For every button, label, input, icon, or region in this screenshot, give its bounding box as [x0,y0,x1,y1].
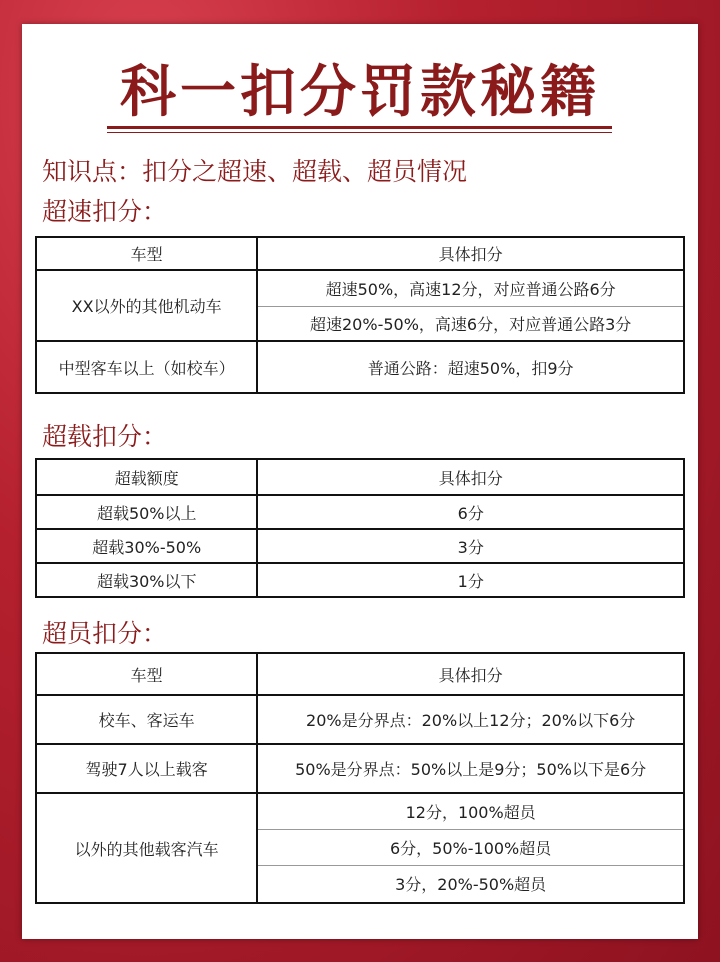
speeding-row2-rule: 普通公路：超速50%，扣9分 [257,341,684,393]
title-underline-thick [107,126,612,129]
speeding-row1-rule-b: 超速20%-50%，高速6分，对应普通公路3分 [257,306,684,341]
overload-col-points: 具体扣分 [257,459,684,495]
speeding-row1-type: XX以外的其他机动车 [36,270,257,341]
overcrowd-row1-rule: 20%是分界点：20%以上12分；20%以下6分 [257,695,684,744]
overcrowd-table [35,652,685,904]
speeding-row2-type: 中型客车以上（如校车） [36,341,257,393]
page-title: 科一扣分罚款秘籍 [120,59,600,125]
overcrowd-row3-rule-c: 3分，20%-50%超员 [257,865,684,903]
overcrowd-col-points: 具体扣分 [257,653,684,695]
overload-table [35,458,685,598]
overcrowd-row1-type: 校车、客运车 [36,695,257,744]
overcrowd-row3-rule-b: 6分，50%-100%超员 [257,829,684,865]
content-card [22,24,698,939]
knowledge-point: 知识点：扣分之超速、超载、超员情况 [42,157,468,186]
overload-row-points: 3分 [257,529,684,563]
speeding-row1-rule-a: 超速50%，高速12分，对应普通公路6分 [257,270,684,306]
title-underline-thin [107,132,612,133]
overload-col-amount: 超载额度 [36,459,257,495]
overload-heading: 超载扣分： [42,422,168,451]
overload-row-amount: 超载30%以下 [36,563,257,597]
overcrowd-row3-rule-a: 12分，100%超员 [257,793,684,829]
speeding-table [35,236,685,394]
overcrowd-row2-rule: 50%是分界点：50%以上是9分；50%以下是6分 [257,744,684,793]
overload-row-amount: 超载30%-50% [36,529,257,563]
overcrowd-row2-type: 驾驶7人以上载客 [36,744,257,793]
overload-row-amount: 超载50%以上 [36,495,257,529]
overload-row-points: 6分 [257,495,684,529]
overcrowd-row3-type: 以外的其他载客汽车 [36,793,257,903]
overcrowd-heading: 超员扣分： [42,619,168,648]
overcrowd-col-type: 车型 [36,653,257,695]
speeding-col-type: 车型 [36,237,257,270]
speeding-col-points: 具体扣分 [257,237,684,270]
speeding-heading: 超速扣分： [42,197,168,226]
overload-row-points: 1分 [257,563,684,597]
